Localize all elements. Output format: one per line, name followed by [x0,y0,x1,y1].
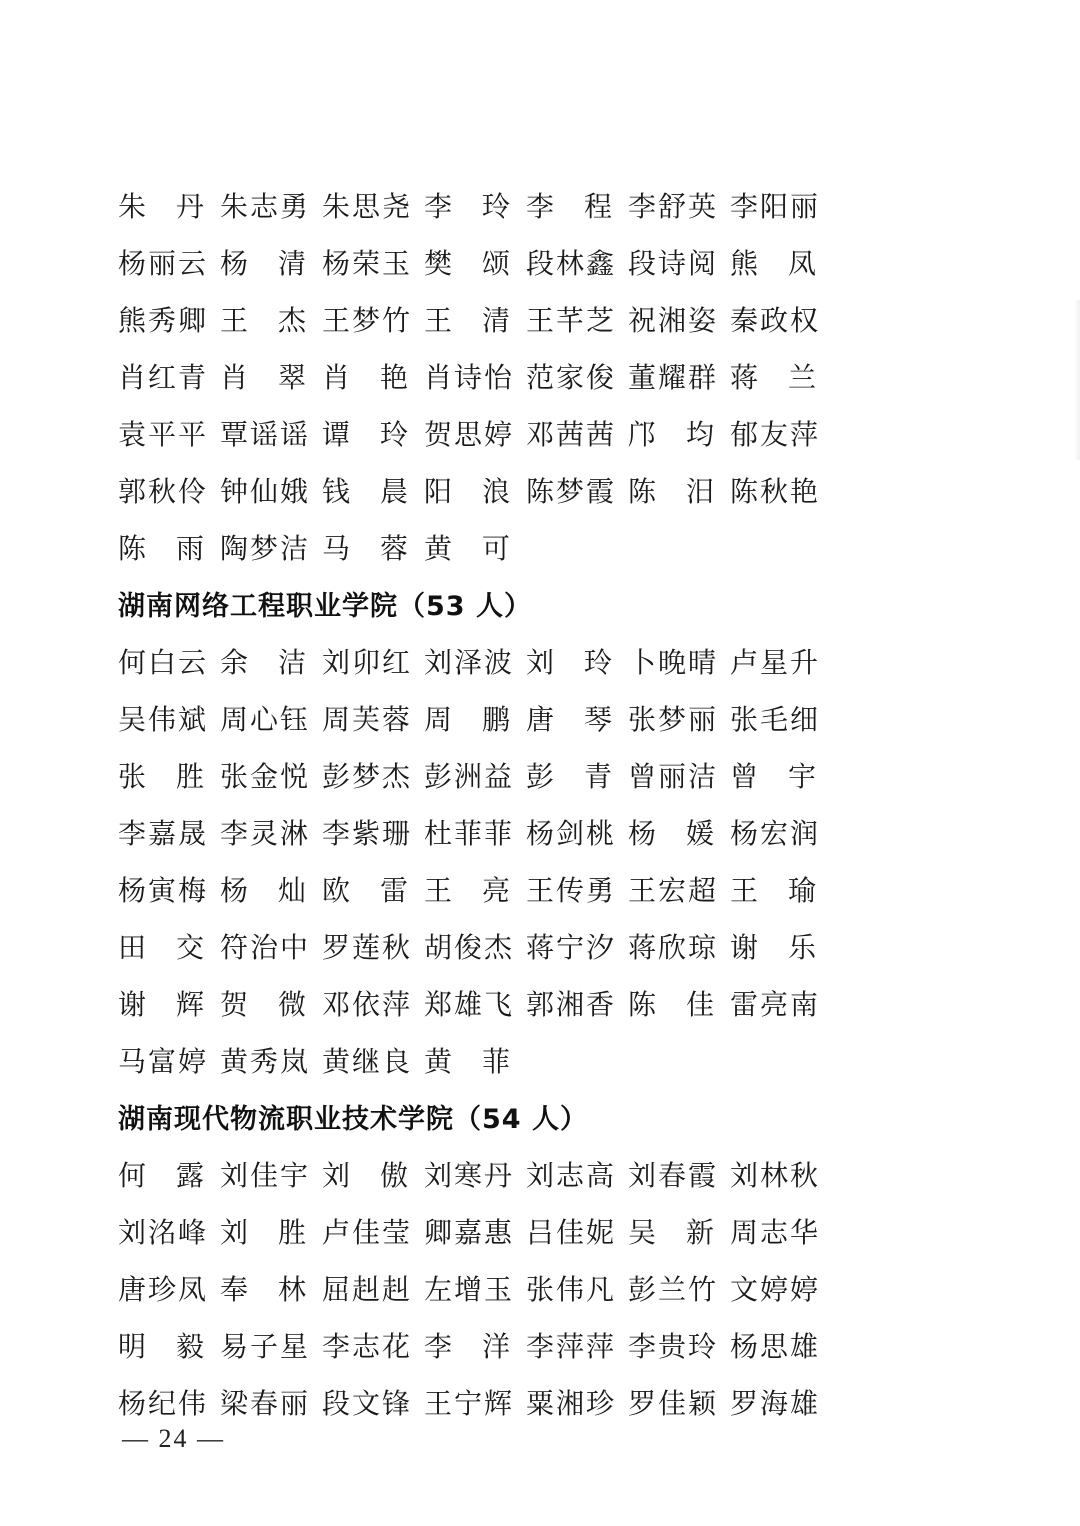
person-name: 段林鑫 [526,246,617,280]
person-name: 刘 傲 [322,1158,410,1192]
person-name: 段诗阅 [628,246,719,280]
person-name: 彭洲益 [424,759,515,793]
person-name: 卢星升 [730,645,821,679]
name-row [118,233,838,290]
person-name: 邝 均 [628,417,716,451]
person-name: 黄 可 [424,531,512,565]
person-name: 钟仙娥 [220,474,311,508]
person-name: 李 洋 [424,1329,512,1363]
person-name: 贺 微 [220,987,308,1021]
person-name: 郁友萍 [730,417,821,451]
person-name: 周志华 [730,1215,821,1249]
person-name: 肖诗怡 [424,360,515,394]
person-name: 王 瑜 [730,873,818,907]
person-name: 陈 佳 [628,987,716,1021]
name-row [118,176,838,233]
person-name: 刘林秋 [730,1158,821,1192]
person-name: 王梦竹 [322,303,413,337]
person-name: 郑雄飞 [424,987,515,1021]
person-name: 杨思雄 [730,1329,821,1363]
person-name: 邓依萍 [322,987,413,1021]
person-name: 肖红青 [118,360,209,394]
name-row [118,917,838,974]
person-name: 杨荣玉 [322,246,413,280]
person-name: 吴伟斌 [118,702,209,736]
person-name: 卿嘉惠 [424,1215,515,1249]
person-name: 刘志高 [526,1158,617,1192]
person-name: 罗佳颖 [628,1386,719,1420]
person-name: 李嘉晟 [118,816,209,850]
person-name: 卜晚晴 [628,645,719,679]
section-title: 湖南现代物流职业技术学院（54 人） [118,1104,588,1135]
section-title: 湖南网络工程职业学院（53 人） [118,591,532,622]
person-name: 秦政权 [730,303,821,337]
name-row [118,746,838,803]
name-row [118,1316,838,1373]
person-name: 周 鹏 [424,702,512,736]
person-name: 李贵玲 [628,1329,719,1363]
person-name: 张毛细 [730,702,821,736]
person-name: 唐 琴 [526,702,614,736]
person-name: 左增玉 [424,1272,515,1306]
person-name: 朱思尧 [322,189,413,223]
person-name: 杜菲菲 [424,816,515,850]
person-name: 黄秀岚 [220,1044,311,1078]
person-name: 文婷婷 [730,1272,821,1306]
person-name: 梁春丽 [220,1386,311,1420]
person-name: 谢 辉 [118,987,206,1021]
name-row [118,404,838,461]
person-name: 范家俊 [526,360,617,394]
person-name: 杨丽云 [118,246,209,280]
person-name: 贺思婷 [424,417,515,451]
name-row [118,974,838,1031]
page-number: — 24 — [122,1424,225,1453]
person-name: 王宁辉 [424,1386,515,1420]
person-name: 刘佳宇 [220,1158,311,1192]
name-row [118,689,838,746]
name-row [118,518,838,575]
person-name: 肖 艳 [322,360,410,394]
person-name: 刘卯红 [322,645,413,679]
person-name: 熊秀卿 [118,303,209,337]
person-name: 王 清 [424,303,512,337]
person-name: 袁平平 [118,417,209,451]
person-name: 王芊芝 [526,303,617,337]
person-name: 刘寒丹 [424,1158,515,1192]
person-name: 谢 乐 [730,930,818,964]
person-name: 蒋欣琼 [628,930,719,964]
person-name: 李阳丽 [730,189,821,223]
person-name: 雷亮南 [730,987,821,1021]
name-list [118,176,838,1430]
person-name: 陶梦洁 [220,531,311,565]
person-name: 张梦丽 [628,702,719,736]
scan-edge-shadow [1074,300,1080,460]
person-name: 刘泽波 [424,645,515,679]
person-name: 胡俊杰 [424,930,515,964]
person-name: 黄 菲 [424,1044,512,1078]
person-name: 周芙蓉 [322,702,413,736]
person-name: 马富婷 [118,1044,209,1078]
person-name: 吕佳妮 [526,1215,617,1249]
person-name: 钱 晨 [322,474,410,508]
person-name: 陈 汨 [628,474,716,508]
person-name: 彭 青 [526,759,614,793]
person-name: 罗海雄 [730,1386,821,1420]
name-row [118,1373,838,1430]
person-name: 彭梦杰 [322,759,413,793]
person-name: 易子星 [220,1329,311,1363]
person-name: 罗莲秋 [322,930,413,964]
person-name: 马 蓉 [322,531,410,565]
person-name: 王 亮 [424,873,512,907]
name-row [118,1259,838,1316]
person-name: 李舒英 [628,189,719,223]
person-name: 刘 胜 [220,1215,308,1249]
person-name: 李志花 [322,1329,413,1363]
person-name: 陈梦霞 [526,474,617,508]
person-name: 何 露 [118,1158,206,1192]
person-name: 曾 宇 [730,759,818,793]
person-name: 蒋宁汐 [526,930,617,964]
person-name: 陈秋艳 [730,474,821,508]
name-row [118,347,838,404]
person-name: 董耀群 [628,360,719,394]
person-name: 吴 新 [628,1215,716,1249]
person-name: 何白云 [118,645,209,679]
person-name: 杨宏润 [730,816,821,850]
name-row [118,1145,838,1202]
person-name: 谭 玲 [322,417,410,451]
person-name: 覃谣谣 [220,417,311,451]
person-name: 阳 浪 [424,474,512,508]
person-name: 李灵淋 [220,816,311,850]
name-row [118,1202,838,1259]
person-name: 朱 丹 [118,189,206,223]
person-name: 明 毅 [118,1329,206,1363]
person-name: 刘春霞 [628,1158,719,1192]
person-name: 张伟凡 [526,1272,617,1306]
person-name: 欧 雷 [322,873,410,907]
person-name: 王 杰 [220,303,308,337]
name-row [118,860,838,917]
person-name: 周心钰 [220,702,311,736]
person-name: 杨 清 [220,246,308,280]
person-name: 熊 凤 [730,246,818,280]
person-name: 肖 翠 [220,360,308,394]
person-name: 曾丽洁 [628,759,719,793]
name-row [118,1031,838,1088]
person-name: 余 洁 [220,645,308,679]
person-name: 李 程 [526,189,614,223]
person-name: 杨剑桃 [526,816,617,850]
person-name: 朱志勇 [220,189,311,223]
person-name: 樊 颂 [424,246,512,280]
person-name: 田 交 [118,930,206,964]
person-name: 陈 雨 [118,531,206,565]
person-name: 杨 灿 [220,873,308,907]
person-name: 卢佳莹 [322,1215,413,1249]
name-row [118,803,838,860]
person-name: 李萍萍 [526,1329,617,1363]
person-name: 黄继良 [322,1044,413,1078]
person-name: 奉 林 [220,1272,308,1306]
person-name: 郭秋伶 [118,474,209,508]
name-row [118,632,838,689]
person-name: 邓茜茜 [526,417,617,451]
person-name: 王宏超 [628,873,719,907]
person-name: 王传勇 [526,873,617,907]
person-name: 杨寅梅 [118,873,209,907]
person-name: 刘洺峰 [118,1215,209,1249]
person-name: 郭湘香 [526,987,617,1021]
person-name: 张金悦 [220,759,311,793]
person-name: 祝湘姿 [628,303,719,337]
person-name: 符治中 [220,930,311,964]
person-name: 彭兰竹 [628,1272,719,1306]
person-name: 屈赳赳 [322,1272,413,1306]
person-name: 张 胜 [118,759,206,793]
person-name: 杨纪伟 [118,1386,209,1420]
person-name: 段文锋 [322,1386,413,1420]
person-name: 蒋 兰 [730,360,818,394]
person-name: 李紫珊 [322,816,413,850]
person-name: 粟湘珍 [526,1386,617,1420]
person-name: 唐珍凤 [118,1272,209,1306]
name-row [118,461,838,518]
person-name: 杨 媛 [628,816,716,850]
name-row [118,290,838,347]
person-name: 李 玲 [424,189,512,223]
person-name: 刘 玲 [526,645,614,679]
